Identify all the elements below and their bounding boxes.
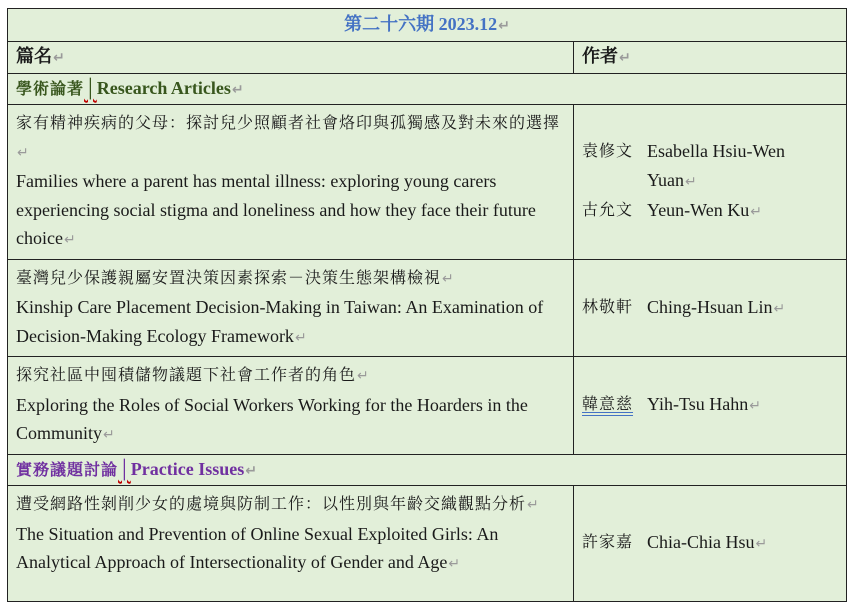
author-name-zh: 林敬軒 bbox=[582, 296, 634, 316]
article-author-cell bbox=[574, 105, 847, 260]
article-title-cell bbox=[8, 486, 574, 602]
article-row bbox=[8, 486, 847, 602]
article-title-zh: 臺灣兒少保護親屬安置決策因素探索－決策生態架構檢視↵ bbox=[16, 267, 455, 287]
section-heading bbox=[8, 73, 847, 105]
author-name-zh: 古允文 bbox=[582, 200, 634, 219]
article-title-cell bbox=[8, 357, 574, 455]
column-header-title bbox=[8, 42, 574, 74]
issue-header: 第二十六期 2023.12 bbox=[344, 13, 498, 34]
article-title-en: Kinship Care Placement Decision-Making in Taiwan: An Examination of Decision-Making Ecology Framework↵ bbox=[16, 297, 544, 346]
issue-header-row bbox=[8, 9, 847, 42]
article-title-cell bbox=[8, 105, 574, 260]
article-author-cell bbox=[574, 486, 847, 602]
article-title-zh: 家有精神疾病的父母：探討兒少照顧者社會烙印與孤獨感及對未來的選擇↵ bbox=[16, 113, 561, 161]
article-title-en: The Situation and Prevention of Online Sexual Exploited Girls: An Analytical Approach of Intersectionality of Gender and Age↵ bbox=[16, 523, 499, 572]
article-author-cell bbox=[574, 357, 847, 455]
author-name-zh: 袁修文 bbox=[582, 141, 634, 160]
author-entry bbox=[582, 196, 838, 227]
author-name-en: Esabella Hsiu-Wen Yuan↵ bbox=[647, 141, 786, 190]
section-heading-zh: 學術論著 bbox=[16, 78, 85, 98]
author-name-en: Chia-Chia Hsu↵ bbox=[647, 532, 768, 553]
paragraph-mark-icon: ↵ bbox=[245, 462, 257, 479]
column-header-title-label: 篇名 bbox=[16, 46, 52, 66]
author-entry bbox=[582, 293, 838, 324]
section-heading bbox=[8, 454, 847, 486]
article-title-en: Exploring the Roles of Social Workers Working for the Hoarders in the Community↵ bbox=[16, 394, 528, 443]
section-heading-separator: │ bbox=[84, 77, 97, 98]
column-header-author bbox=[574, 42, 847, 74]
author-name-en: Yeun-Wen Ku↵ bbox=[647, 200, 762, 220]
article-title-zh: 探究社區中囤積儲物議題下社會工作者的角色↵ bbox=[16, 365, 370, 384]
article-row bbox=[8, 259, 847, 357]
author-name-en: Yih-Tsu Hahn↵ bbox=[647, 394, 761, 414]
paragraph-mark-icon: ↵ bbox=[231, 81, 244, 98]
section-heading-en: Practice Issues bbox=[130, 458, 245, 479]
article-title-cell bbox=[8, 259, 574, 357]
author-entry bbox=[582, 390, 838, 421]
author-entry bbox=[582, 528, 838, 559]
article-author-cell bbox=[574, 259, 847, 357]
section-heading-zh: 實務議題討論 bbox=[16, 459, 119, 479]
paragraph-mark-icon: ↵ bbox=[498, 17, 510, 34]
section-heading-row bbox=[8, 454, 847, 486]
article-row bbox=[8, 105, 847, 260]
article-title-zh: 遭受網路性剝削少女的處境與防制工作：以性別與年齡交織觀點分析↵ bbox=[16, 494, 540, 513]
author-name-en: Ching-Hsuan Lin↵ bbox=[647, 296, 786, 317]
column-header-author-label: 作者 bbox=[582, 46, 618, 66]
section-heading-en: Research Articles bbox=[96, 77, 231, 98]
paragraph-mark-icon: ↵ bbox=[619, 50, 631, 66]
section-heading-separator: │ bbox=[118, 458, 131, 479]
article-title-en: Families where a parent has mental illness: exploring young carers experiencing social stigma and loneliness and how they face their future choice↵ bbox=[16, 171, 536, 248]
article-row bbox=[8, 357, 847, 455]
table-of-contents bbox=[7, 8, 847, 602]
author-name-zh: 許家嘉 bbox=[582, 532, 634, 552]
author-name-zh: 韓意慈 bbox=[582, 394, 634, 413]
section-heading-row bbox=[8, 73, 847, 105]
author-entry bbox=[582, 137, 838, 196]
column-header-row bbox=[8, 42, 847, 74]
paragraph-mark-icon: ↵ bbox=[53, 50, 65, 66]
issue-header-cell bbox=[8, 9, 847, 42]
